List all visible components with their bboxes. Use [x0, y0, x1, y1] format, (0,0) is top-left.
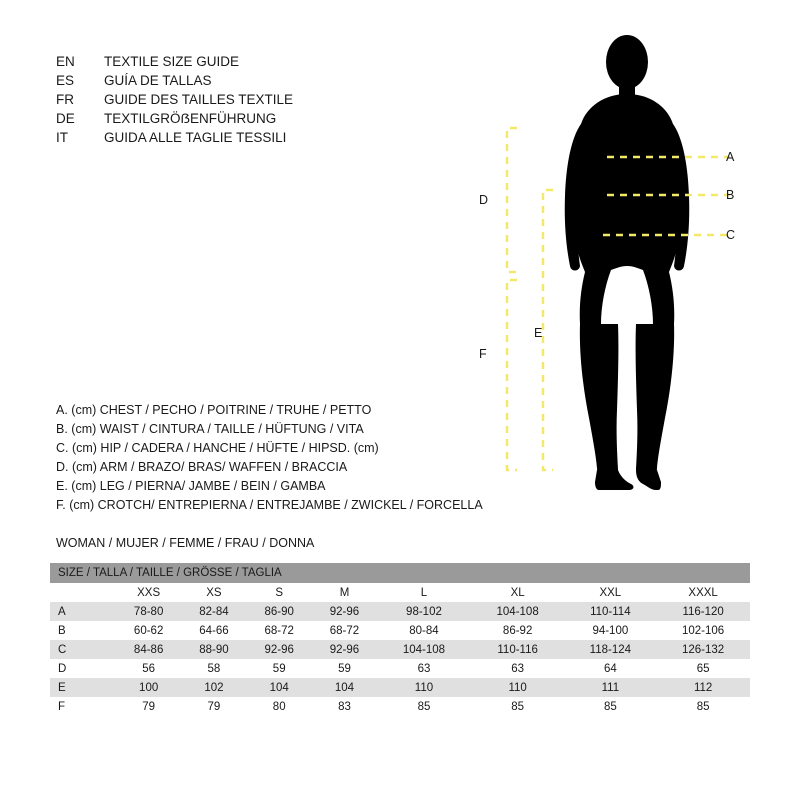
- cell-d-s: 59: [272, 662, 286, 675]
- cell-f-xxs: 79: [142, 700, 156, 713]
- row-label-d: D: [58, 662, 67, 675]
- cell-e-xxl: 111: [601, 681, 620, 694]
- row-label-c: C: [58, 643, 67, 656]
- row-label-e: E: [58, 681, 66, 694]
- table-row: [50, 621, 750, 640]
- legend-line-c: C. (cm) HIP / CADERA / HANCHE / HÜFTE / HIPSD. (cm): [56, 441, 379, 455]
- measure-bracket-d: [507, 128, 517, 272]
- cell-d-xxxl: 65: [696, 662, 710, 675]
- title-row-en: [56, 52, 476, 71]
- table-row: [50, 659, 750, 678]
- cell-c-xs: 88-90: [199, 643, 229, 656]
- cell-a-xxs: 78-80: [133, 605, 164, 618]
- table-row: [50, 678, 750, 697]
- cell-f-s: 80: [272, 700, 286, 713]
- measure-label-b: B: [726, 188, 735, 202]
- header-cell-m: M: [339, 586, 350, 599]
- cell-b-l: 80-84: [409, 624, 439, 637]
- table-title-cell: SIZE / TALLA / TAILLE / GRÖSSE / TAGLIA: [58, 567, 282, 579]
- header-cell-xl: XL: [510, 586, 525, 599]
- cell-a-xxxl: 116-120: [682, 605, 724, 618]
- cell-b-xl: 86-92: [502, 624, 533, 637]
- header-cell-s: S: [275, 586, 284, 599]
- measure-label-e: E: [534, 326, 543, 340]
- cell-b-m: 68-72: [329, 624, 360, 637]
- cell-b-xxl: 94-100: [592, 624, 629, 637]
- title-lang-en: EN: [56, 54, 75, 69]
- title-lang-fr: FR: [56, 92, 74, 107]
- cell-a-xl: 104-108: [496, 605, 539, 618]
- title-text-it: GUIDA ALLE TAGLIE TESSILI: [104, 130, 287, 145]
- header-cell-l: L: [420, 586, 428, 599]
- cell-c-xxxl: 126-132: [682, 643, 725, 656]
- cell-f-xxl: 85: [603, 700, 617, 713]
- title-text-en: TEXTILE SIZE GUIDE: [104, 54, 240, 69]
- size-table: [50, 563, 750, 716]
- cell-c-xl: 110-116: [497, 643, 538, 656]
- title-text-de: TEXTILGRÖẞENFÜHRUNG: [104, 111, 277, 126]
- header-cell-0: [50, 583, 116, 602]
- cell-f-l: 85: [417, 700, 431, 713]
- cell-e-l: 110: [414, 681, 434, 694]
- cell-f-m: 83: [338, 700, 351, 713]
- legend-line-d: D. (cm) ARM / BRAZO/ BRAS/ WAFFEN / BRACCIA: [56, 460, 348, 474]
- cell-c-m: 92-96: [329, 643, 360, 656]
- cell-f-xxxl: 85: [696, 700, 710, 713]
- table-row: [50, 602, 750, 621]
- title-row-fr: [56, 90, 476, 109]
- table-header-row: [50, 583, 750, 602]
- row-label-b: B: [58, 624, 66, 637]
- title-lang-it: IT: [56, 130, 68, 145]
- cell-a-l: 98-102: [406, 605, 442, 618]
- header-cell-xs: XS: [206, 586, 222, 599]
- gender-label: WOMAN / MUJER / FEMME / FRAU / DONNA: [56, 536, 315, 550]
- title-row-de: [56, 109, 476, 128]
- cell-d-m: 59: [338, 662, 351, 675]
- cell-a-m: 92-96: [329, 605, 360, 618]
- title-text-fr: GUIDE DES TAILLES TEXTILE: [104, 92, 294, 107]
- cell-b-xxxl: 102-106: [682, 624, 725, 637]
- table-title-row: [50, 563, 750, 583]
- title-lang-es: ES: [56, 73, 75, 88]
- cell-d-xl: 63: [511, 662, 525, 675]
- legend-line-e: E. (cm) LEG / PIERNA/ JAMBE / BEIN / GAMBA: [56, 479, 326, 493]
- header-cell-xxxl: XXXL: [688, 586, 718, 599]
- header-cell-xxs: XXS: [137, 586, 161, 599]
- cell-d-xxs: 56: [142, 662, 156, 675]
- legend-line-a: A. (cm) CHEST / PECHO / POITRINE / TRUHE / PETTO: [56, 403, 372, 417]
- title-block: [56, 52, 476, 147]
- cell-b-s: 68-72: [264, 624, 294, 637]
- cell-c-l: 104-108: [402, 643, 446, 656]
- cell-e-s: 104: [269, 681, 289, 694]
- cell-c-s: 92-96: [264, 643, 294, 656]
- cell-c-xxl: 118-124: [589, 643, 632, 656]
- cell-a-xs: 82-84: [199, 605, 229, 618]
- cell-a-s: 86-90: [264, 605, 294, 618]
- measure-label-c: C: [726, 228, 736, 242]
- title-lang-de: DE: [56, 111, 75, 126]
- row-label-f: F: [58, 700, 66, 713]
- cell-d-l: 63: [417, 662, 431, 675]
- cell-e-xs: 102: [204, 681, 224, 694]
- cell-f-xl: 85: [511, 700, 525, 713]
- title-text-es: GUÍA DE TALLAS: [104, 73, 212, 88]
- measure-label-d: D: [479, 193, 489, 207]
- cell-b-xs: 64-66: [199, 624, 229, 637]
- cell-e-m: 104: [334, 681, 355, 694]
- cell-e-xxxl: 112: [693, 681, 713, 694]
- title-row-es: [56, 71, 476, 90]
- row-label-a: A: [58, 605, 66, 618]
- legend-line-b: B. (cm) WAIST / CINTURA / TAILLE / HÜFTUNG / VITA: [56, 422, 364, 436]
- title-row-it: [56, 128, 476, 147]
- cell-e-xxs: 100: [139, 681, 159, 694]
- table-row: [50, 640, 750, 659]
- cell-a-xxl: 110-114: [590, 605, 631, 618]
- measure-bracket-e: [543, 190, 553, 470]
- cell-f-xs: 79: [207, 700, 221, 713]
- legend-line-f: F. (cm) CROTCH/ ENTREPIERNA / ENTREJAMBE / ZWICKEL / FORCELLA: [56, 498, 483, 512]
- cell-c-xxs: 84-86: [133, 643, 164, 656]
- cell-e-xl: 110: [508, 681, 527, 694]
- measure-label-f: F: [479, 347, 487, 361]
- legend-block: [56, 401, 526, 515]
- measure-label-a: A: [726, 150, 735, 164]
- cell-d-xs: 58: [207, 662, 221, 675]
- cell-b-xxs: 60-62: [133, 624, 164, 637]
- header-cell-xxl: XXL: [599, 586, 622, 599]
- cell-d-xxl: 64: [603, 662, 617, 675]
- table-row: [50, 697, 750, 716]
